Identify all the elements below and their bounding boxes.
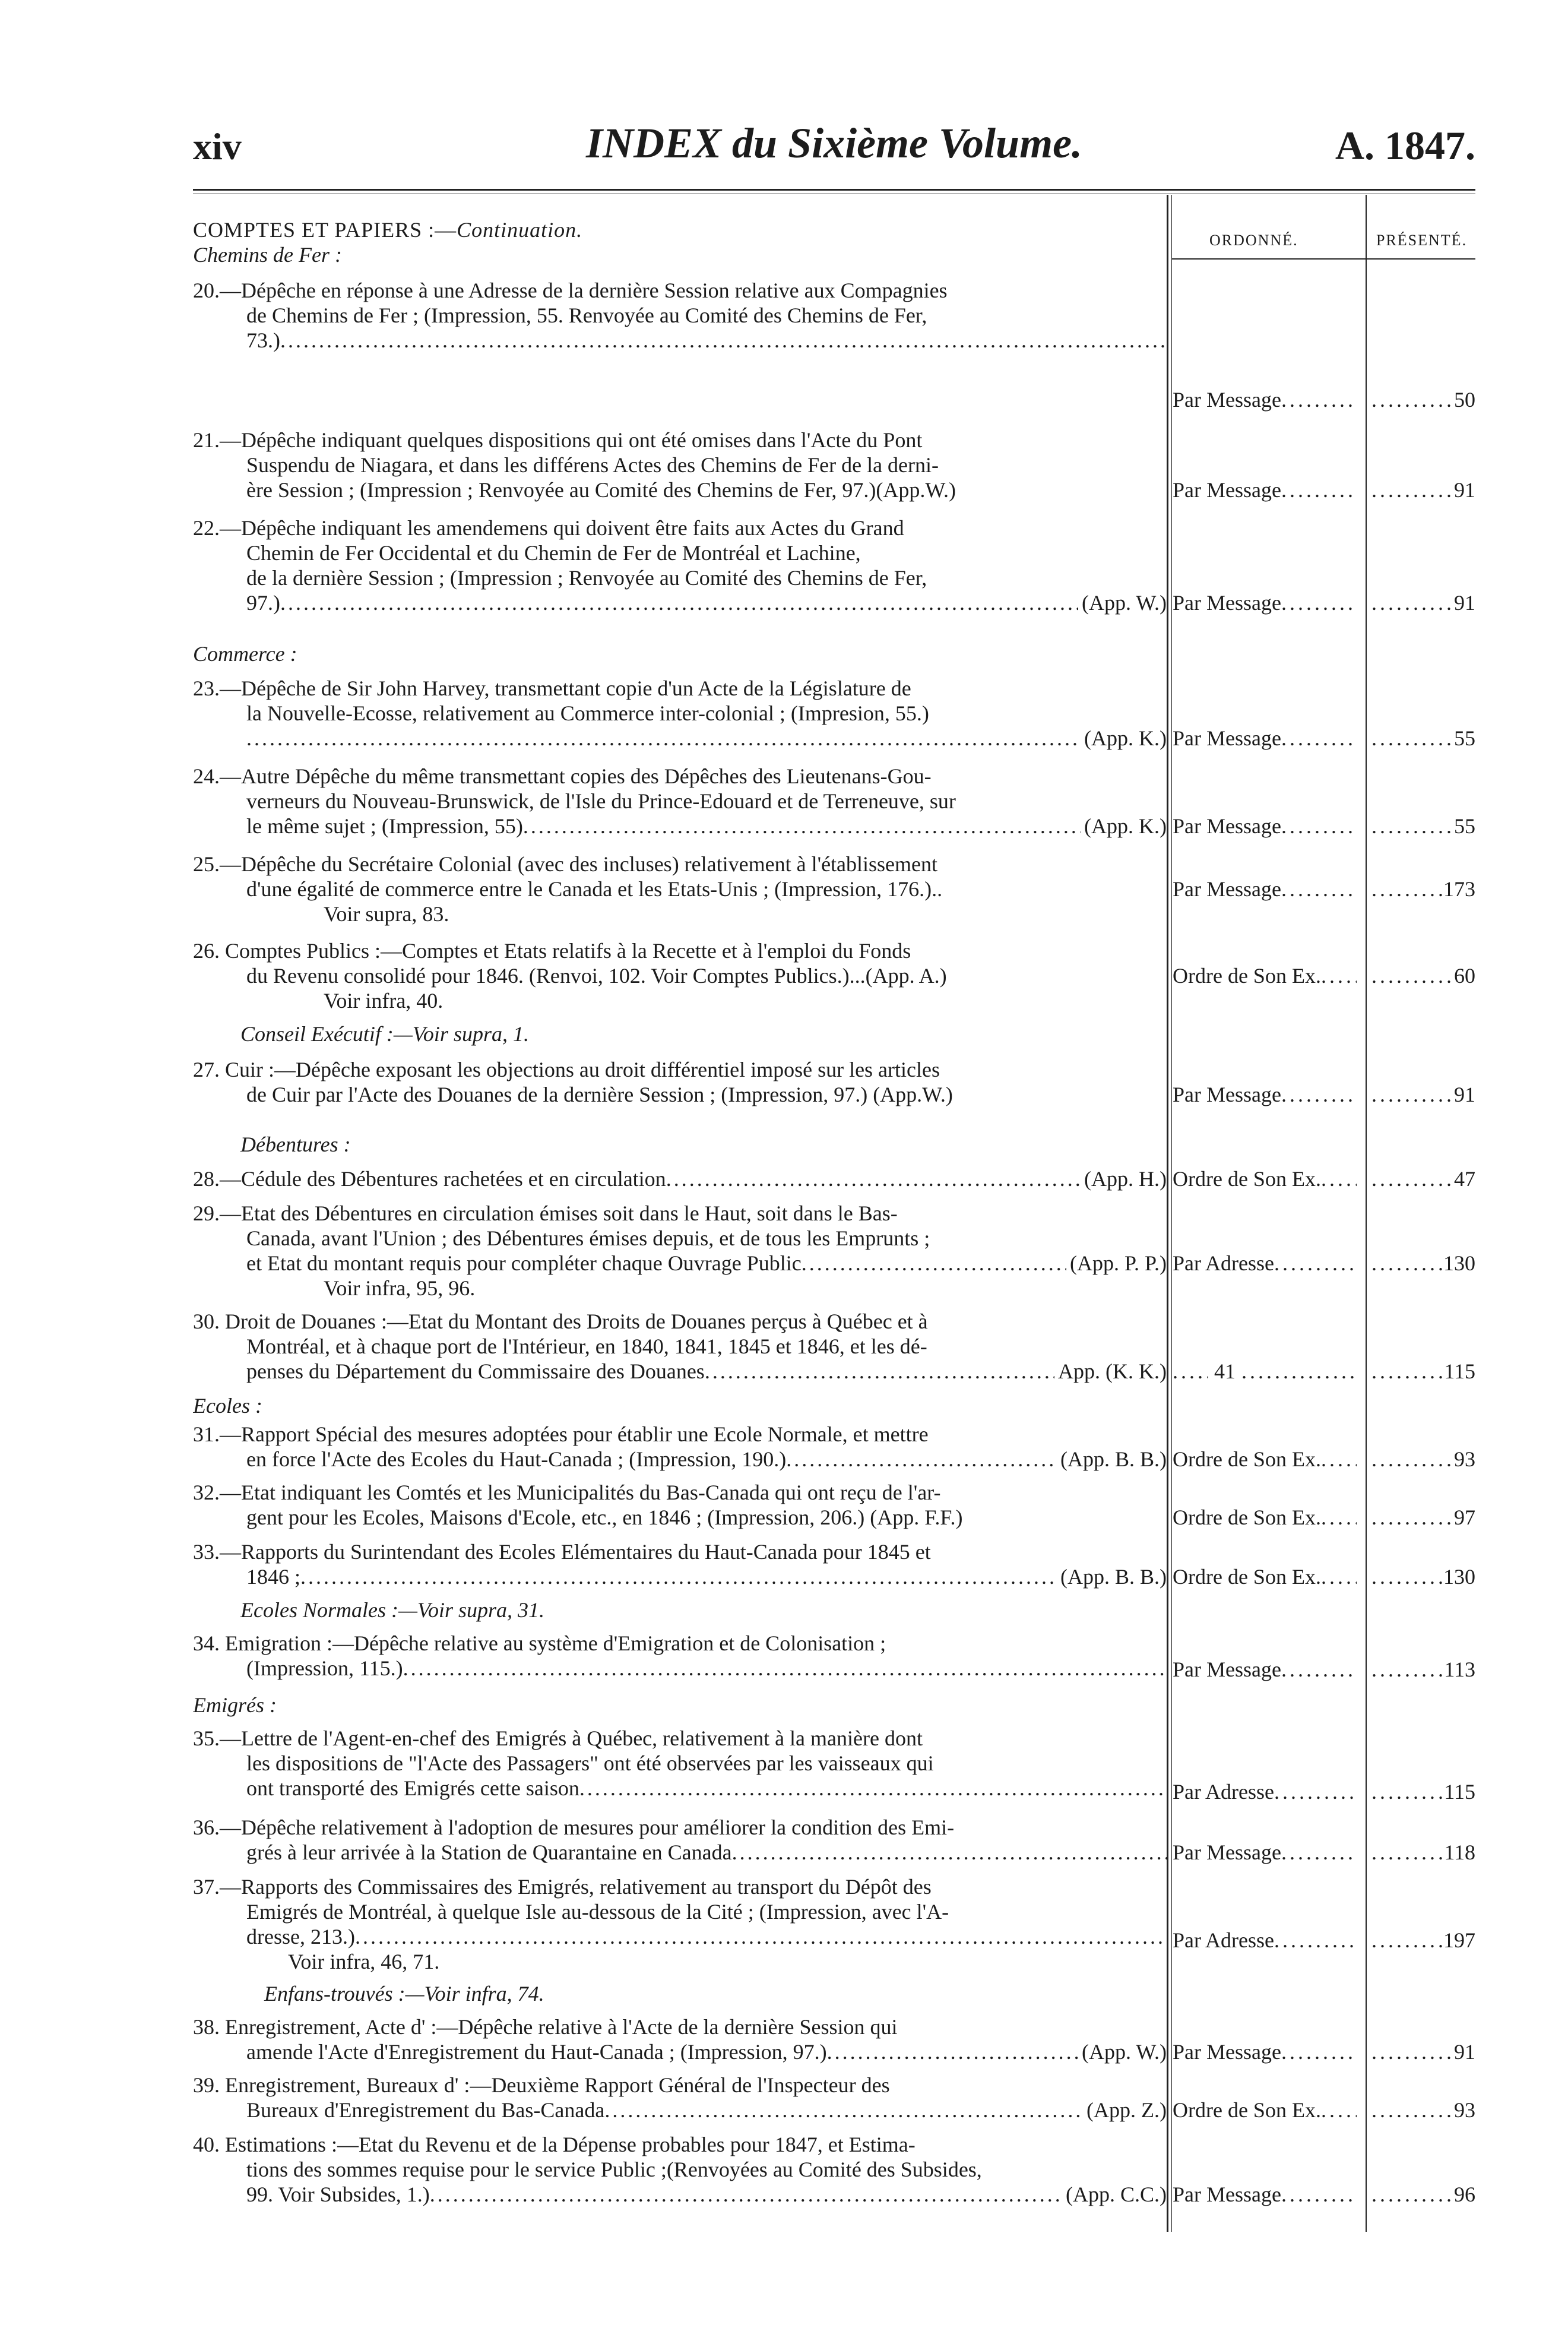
entry-line: 24.—Autre Dépêche du même transmettant copies des Dépêches des Lieutenans-Gou- <box>193 764 932 788</box>
entry-line: gent pour les Ecoles, Maisons d'Ecole, etc., en 1846 ; (Impression, 206.) (App. F.F.) <box>246 1505 963 1529</box>
presente-cell <box>1371 877 1475 902</box>
presente-value: 115 <box>1444 1780 1475 1804</box>
entry-line: penses du Département du Commissaire des Douanes <box>246 1359 705 1383</box>
presente-cell <box>1371 1447 1475 1472</box>
presente-value: 55 <box>1454 814 1475 838</box>
ordonne-cell <box>1173 1447 1357 1472</box>
entry-line: 39. Enregistrement, Bureaux d' :—Deuxième Rapport Général de l'Inspecteur des <box>193 2073 890 2097</box>
leader-dots <box>604 2098 1083 2123</box>
presente-value: 55 <box>1454 726 1475 750</box>
leader-dots <box>1274 1779 1357 1804</box>
ordonne-value: Ordre de Son Ex. <box>1173 2098 1321 2122</box>
entry-38 <box>193 2014 1167 2064</box>
presente-value: 91 <box>1454 2040 1475 2064</box>
presente-cell <box>1371 2039 1475 2064</box>
entry-line: de Cuir par l'Acte des Douanes de la dernière Session ; (Impression, 97.) (App.W.) <box>246 1083 953 1106</box>
subhead-emigres-block <box>193 1693 1167 1717</box>
leader-dots <box>1281 2182 1357 2207</box>
presente-cell <box>1371 814 1475 839</box>
leader-dots <box>1281 1657 1357 1682</box>
ordonne-value: Par Message <box>1173 2182 1281 2206</box>
leader-dots <box>1281 1840 1357 1865</box>
entry-27 <box>193 1057 1167 1107</box>
ordonne-cell <box>1173 1082 1357 1107</box>
leader-dots <box>1371 1505 1454 1530</box>
leader-dots <box>403 1656 1167 1681</box>
leader-dots <box>355 1924 1167 1949</box>
entry-line: le même sujet ; (Impression, 55) <box>246 814 523 838</box>
subhead-emigres: Emigrés : <box>193 1693 277 1717</box>
page-header <box>193 119 1475 184</box>
ordonne-cell <box>1173 877 1357 902</box>
presente-cell <box>1371 2098 1475 2123</box>
leader-dots <box>802 1251 1066 1276</box>
leader-dots <box>1371 963 1454 988</box>
presente-cell <box>1371 1928 1475 1953</box>
leader-dots <box>666 1166 1081 1191</box>
section-title: COMPTES ET PAPIERS :— <box>193 218 457 242</box>
entry-line: 97.) <box>246 591 280 615</box>
ordonne-value: Ordre de Son Ex. <box>1173 1167 1321 1191</box>
subhead-ecoles-block <box>193 1393 1167 1418</box>
entry-25 <box>193 852 1167 926</box>
presente-value: 118 <box>1444 1840 1475 1864</box>
entry-line: du Revenu consolidé pour 1846. (Renvoi, 102. Voir Comptes Publics.)...(App. A.) <box>246 964 947 988</box>
entry-line: Chemin de Fer Occidental et du Chemin de Fer de Montréal et Lachine, <box>246 541 861 565</box>
ordonne-cell <box>1173 726 1357 751</box>
leader-dots <box>1371 1928 1443 1953</box>
entry-line: 36.—Dépêche relativement à l'adoption de mesures pour améliorer la condition des Emi- <box>193 1815 955 1839</box>
ordonne-cell <box>1173 1928 1357 1953</box>
entry-line: 31.—Rapport Spécial des mesures adoptées pour établir une Ecole Normale, et mettre <box>193 1422 929 1446</box>
entry-39 <box>193 2073 1167 2123</box>
entry-20 <box>193 278 1167 353</box>
ordonne-value: Par Message <box>1173 877 1281 901</box>
leader-dots <box>1371 1779 1444 1804</box>
ordonne-value: Ordre de Son Ex. <box>1173 1447 1321 1471</box>
entry-33 <box>193 1539 1167 1589</box>
entry-line: Voir infra, 40. <box>324 989 444 1013</box>
leader-dots <box>1371 726 1454 751</box>
ordonne-cell <box>1173 1505 1357 1530</box>
entry-line: 22.—Dépêche indiquant les amendemens qui doivent être faits aux Actes du Grand <box>193 516 904 540</box>
leader-dots <box>1281 387 1357 412</box>
entry-line: 40. Estimations :—Etat du Revenu et de la Dépense probables pour 1847, et Estima- <box>193 2133 916 2156</box>
presente-cell <box>1371 1564 1475 1589</box>
presente-value: 91 <box>1454 1083 1475 1106</box>
leader-dots <box>280 590 1078 615</box>
ordonne-cell <box>1173 814 1357 839</box>
ordonne-cell <box>1173 1166 1357 1191</box>
appendix-ref: (App. Z.) <box>1086 2098 1167 2122</box>
entry-32 <box>193 1480 1167 1530</box>
entry-line: Voir infra, 95, 96. <box>324 1276 476 1300</box>
entry-line: Emigrés de Montréal, à quelque Isle au-dessous de la Cité ; (Impression, avec l'A- <box>246 1900 949 1924</box>
entry-line: 27. Cuir :—Dépêche exposant les objections au droit différentiel imposé sur les articles <box>193 1058 940 1081</box>
entry-40 <box>193 2132 1167 2207</box>
presente-cell <box>1371 1840 1475 1865</box>
section-heading <box>193 217 1167 267</box>
leader-dots <box>1371 1082 1454 1107</box>
column-header-presente: PRÉSENTÉ. <box>1376 232 1468 249</box>
entry-line: grés à leur arrivée à la Station de Quarantaine en Canada <box>246 1840 732 1864</box>
presente-cell <box>1371 1166 1475 1191</box>
presente-value: 130 <box>1443 1251 1475 1275</box>
presente-cell <box>1371 387 1475 412</box>
presente-cell <box>1371 477 1475 502</box>
presente-value: 91 <box>1454 591 1475 615</box>
leader-dots <box>1281 726 1357 751</box>
presente-cell <box>1371 1359 1475 1384</box>
ordonne-cell <box>1173 1779 1357 1804</box>
appendix-ref: (App. W.) <box>1082 2040 1167 2064</box>
subhead-conseil: Conseil Exécutif :—Voir supra, 1. <box>240 1022 529 1046</box>
ordonne-cell <box>1173 1359 1357 1384</box>
appendix-ref: (App. W.) <box>1082 591 1167 615</box>
presente-cell <box>1371 590 1475 615</box>
subhead-ecoles-normales: Ecoles Normales :—Voir supra, 31. <box>240 1598 544 1622</box>
appendix-ref: (App. K.) <box>1084 726 1167 750</box>
leader-dots <box>523 814 1081 839</box>
subhead-ecoles: Ecoles : <box>193 1394 262 1418</box>
column-header-ordonne: ORDONNÉ. <box>1209 232 1298 249</box>
leader-dots <box>705 1359 1054 1384</box>
leader-dots <box>1173 1359 1208 1384</box>
entry-line: 20.—Dépêche en réponse à une Adresse de la dernière Session relative aux Compagnies <box>193 279 948 302</box>
entry-line: Montréal, et à chaque port de l'Intérieur, en 1840, 1841, 1845 et 1846, et les dé- <box>246 1334 927 1358</box>
presente-value: 96 <box>1454 2182 1475 2206</box>
entry-line: 25.—Dépêche du Secrétaire Colonial (avec des incluses) relativement à l'établissement <box>193 852 938 876</box>
subhead-commerce-block <box>193 641 1167 666</box>
subhead-enfants: Enfans-trouvés :—Voir infra, 74. <box>264 1982 544 2006</box>
ordonne-cell <box>1173 1840 1357 1865</box>
leader-dots <box>1281 877 1357 902</box>
presente-value: 60 <box>1454 964 1475 988</box>
entry-line: d'une égalité de commerce entre le Canada et les Etats-Unis ; (Impression, 176.).. <box>246 877 943 901</box>
ordonne-value: Par Adresse <box>1173 1251 1274 1275</box>
leader-dots <box>246 726 1081 751</box>
subhead-debentures-block <box>193 1132 1167 1157</box>
entry-30 <box>193 1309 1167 1384</box>
ordonne-cell <box>1173 2182 1357 2207</box>
ordonne-cell <box>1173 1251 1357 1276</box>
leader-dots <box>1281 590 1357 615</box>
entry-36 <box>193 1815 1167 1865</box>
presente-value: 173 <box>1443 877 1475 901</box>
ordonne-value: Ordre de Son Ex. <box>1173 964 1321 988</box>
page-number: xiv <box>193 125 242 167</box>
column-divider-1 <box>1167 195 1168 2232</box>
section-continuation: Continuation. <box>457 218 583 242</box>
leader-dots <box>1371 1840 1444 1865</box>
leader-dots <box>1321 1166 1357 1191</box>
leader-dots <box>1281 477 1357 502</box>
entry-line: et Etat du montant requis pour compléter chaque Ouvrage Public <box>246 1251 802 1275</box>
leader-dots <box>1371 477 1454 502</box>
entry-line: 29.—Etat des Débentures en circulation émises soit dans le Haut, soit dans le Bas- <box>193 1201 898 1225</box>
entry-line: 35.—Lettre de l'Agent-en-chef des Emigrés à Québec, relativement à la manière dont <box>193 1726 923 1750</box>
column-head-rule <box>1171 258 1475 260</box>
leader-dots <box>1371 2039 1454 2064</box>
leader-dots <box>280 328 1167 353</box>
presente-cell <box>1371 1505 1475 1530</box>
ordonne-cell <box>1173 2039 1357 2064</box>
ordonne-value: Par Message <box>1173 2040 1281 2064</box>
entry-line: ont transporté des Emigrés cette saison <box>246 1776 579 1800</box>
entry-line: amende l'Acte d'Enregistrement du Haut-Canada ; (Impression, 97.) <box>246 2040 827 2064</box>
entry-37 <box>193 1874 1167 1974</box>
ordonne-value: Par Message <box>1173 1840 1281 1864</box>
ordonne-cell <box>1173 2098 1357 2123</box>
leader-dots <box>1371 1447 1454 1472</box>
subhead-commerce: Commerce : <box>193 642 297 666</box>
leader-dots <box>300 1564 1057 1589</box>
ordonne-value: Par Message <box>1173 814 1281 838</box>
entry-29 <box>193 1201 1167 1301</box>
appendix-ref: (App. H.) <box>1084 1167 1167 1191</box>
entry-line: en force l'Acte des Ecoles du Haut-Canada ; (Impression, 190.) <box>246 1447 787 1471</box>
leader-dots <box>1371 1251 1443 1276</box>
leader-dots <box>1321 963 1357 988</box>
leader-dots <box>579 1776 1167 1801</box>
ordonne-value: Par Message <box>1173 1083 1281 1106</box>
ordonne-value: Par Message <box>1173 388 1281 412</box>
ordonne-value: Par Adresse <box>1173 1780 1274 1804</box>
appendix-ref: (App. K.) <box>1084 814 1167 838</box>
entry-line: Suspendu de Niagara, et dans les différens Actes des Chemins de Fer de la derni- <box>246 453 939 477</box>
presente-cell <box>1371 2182 1475 2207</box>
entry-line: les dispositions de "l'Acte des Passagers" ont été observées par les vaisseaux qui <box>246 1751 934 1775</box>
entry-34 <box>193 1631 1167 1681</box>
ordonne-value: 41 <box>1214 1359 1236 1383</box>
leader-dots <box>1321 1447 1357 1472</box>
appendix-ref: (App. B. B.) <box>1060 1447 1167 1471</box>
entry-line: 34. Emigration :—Dépêche relative au système d'Emigration et de Colonisation ; <box>193 1631 886 1655</box>
presente-value: 197 <box>1443 1928 1475 1952</box>
entry-28 <box>193 1166 1167 1191</box>
leader-dots <box>1371 1657 1444 1682</box>
leader-dots <box>1371 2182 1454 2207</box>
presente-value: 93 <box>1454 2098 1475 2122</box>
entry-line: de la dernière Session ; (Impression ; Renvoyée au Comité des Chemins de Fer, <box>246 566 927 590</box>
subhead-enfants-block <box>193 1981 1167 2006</box>
entry-line: 26. Comptes Publics :—Comptes et Etats relatifs à la Recette et à l'emploi du Fonds <box>193 939 911 963</box>
presente-value: 91 <box>1454 478 1475 502</box>
entry-26 <box>193 938 1167 1013</box>
entry-line: Canada, avant l'Union ; des Débentures émises depuis, et de tous les Emprunts ; <box>246 1226 930 1250</box>
entry-line: la Nouvelle-Ecosse, relativement au Commerce inter-colonial ; (Impresion, 55.) <box>246 701 929 725</box>
leader-dots <box>1371 387 1454 412</box>
leader-dots <box>1321 2098 1357 2123</box>
presente-cell <box>1371 1082 1475 1107</box>
entry-line: de Chemins de Fer ; (Impression, 55. Renvoyée au Comité des Chemins de Fer, <box>246 303 927 327</box>
ordonne-value: Par Message <box>1173 478 1281 502</box>
entry-21 <box>193 428 1167 502</box>
leader-dots <box>1274 1251 1357 1276</box>
entry-line: 32.—Etat indiquant les Comtés et les Municipalités du Bas-Canada qui ont reçu de l'ar- <box>193 1481 941 1504</box>
ordonne-value: Par Message <box>1173 1658 1281 1681</box>
page-year: A. 1847. <box>1335 123 1475 168</box>
subhead-chemins: Chemins de Fer : <box>193 243 342 267</box>
entry-line: 73.) <box>246 328 280 352</box>
presente-value: 97 <box>1454 1505 1475 1529</box>
ordonne-value: Ordre de Son Ex. <box>1173 1565 1321 1589</box>
entry-line: 21.—Dépêche indiquant quelques dispositions qui ont été omises dans l'Acte du Pont <box>193 428 923 452</box>
entry-line: 1846 ; <box>246 1565 301 1589</box>
entry-24 <box>193 764 1167 839</box>
leader-dots <box>1241 1359 1357 1384</box>
presente-value: 47 <box>1454 1167 1475 1191</box>
entry-line: ère Session ; (Impression ; Renvoyée au Comité des Chemins de Fer, 97.)(App.W.) <box>246 478 956 502</box>
subhead-debentures: Débentures : <box>240 1133 351 1156</box>
entry-22 <box>193 515 1167 615</box>
presente-value: 115 <box>1444 1359 1475 1383</box>
index-page <box>193 119 1475 2233</box>
entry-line: (Impression, 115.) <box>246 1656 403 1680</box>
entry-line: verneurs du Nouveau-Brunswick, de l'Isle du Prince-Edouard et de Terreneuve, sur <box>246 789 956 813</box>
entry-line: dresse, 213.) <box>246 1925 355 1949</box>
entry-line: 28.—Cédule des Débentures rachetées et en circulation <box>193 1167 666 1191</box>
ordonne-cell <box>1173 1657 1357 1682</box>
presente-cell <box>1371 963 1475 988</box>
ordonne-value: Par Message <box>1173 726 1281 750</box>
entry-line: tions des sommes requise pour le service Public ;(Renvoyées au Comité des Subsides, <box>246 2158 982 2181</box>
ordonne-cell <box>1173 963 1357 988</box>
column-divider-2 <box>1366 195 1367 2232</box>
entry-line: Voir supra, 83. <box>324 902 449 926</box>
presente-cell <box>1371 1251 1475 1276</box>
column-divider-1b <box>1171 195 1172 2232</box>
leader-dots <box>1274 1928 1357 1953</box>
entry-line: 99. Voir Subsides, 1.) <box>246 2182 430 2206</box>
ordonne-cell <box>1173 1564 1357 1589</box>
entry-23 <box>193 676 1167 751</box>
entry-line: 37.—Rapports des Commissaires des Emigrés, relativement au transport du Dépôt des <box>193 1875 932 1899</box>
presente-value: 113 <box>1444 1658 1475 1681</box>
presente-value: 130 <box>1443 1565 1475 1589</box>
ordonne-value: Par Message <box>1173 591 1281 615</box>
ordonne-cell <box>1173 387 1357 412</box>
appendix-ref: (App. C.C.) <box>1066 2182 1167 2206</box>
ordonne-value: Ordre de Son Ex. <box>1173 1505 1321 1529</box>
entry-31 <box>193 1422 1167 1472</box>
entry-line: Bureaux d'Enregistrement du Bas-Canada <box>246 2098 605 2122</box>
presente-value: 50 <box>1454 388 1475 412</box>
leader-dots <box>1281 1082 1357 1107</box>
leader-dots <box>1281 2039 1357 2064</box>
leader-dots <box>1371 1564 1443 1589</box>
leader-dots <box>732 1840 1167 1865</box>
entry-35 <box>193 1726 1167 1801</box>
leader-dots <box>1371 877 1443 902</box>
leader-dots <box>827 2039 1078 2064</box>
leader-dots <box>1321 1505 1357 1530</box>
ordonne-value: Par Adresse <box>1173 1928 1274 1952</box>
presente-cell <box>1371 726 1475 751</box>
leader-dots <box>430 2182 1062 2207</box>
ordonne-cell <box>1173 477 1357 502</box>
page-title: INDEX du Sixième Volume. <box>585 119 1083 167</box>
entry-line: 38. Enregistrement, Acte d' :—Dépêche relative à l'Acte de la dernière Session qui <box>193 2015 898 2039</box>
leader-dots <box>1371 2098 1454 2123</box>
appendix-ref: App. (K. K.) <box>1058 1359 1167 1383</box>
presente-cell <box>1371 1779 1475 1804</box>
entry-line: 23.—Dépêche de Sir John Harvey, transmettant copie d'un Acte de la Législature de <box>193 676 911 700</box>
entry-line: 33.—Rapports du Surintendant des Ecoles Elémentaires du Haut-Canada pour 1845 et <box>193 1540 931 1564</box>
entry-line: 30. Droit de Douanes :—Etat du Montant des Droits de Douanes perçus à Québec et à <box>193 1310 928 1333</box>
subhead-ecoles-normales-block <box>193 1598 1167 1622</box>
ordonne-cell <box>1173 590 1357 615</box>
presente-cell <box>1371 1657 1475 1682</box>
entry-line: Voir infra, 46, 71. <box>288 1950 440 1973</box>
header-rule <box>193 189 1475 191</box>
leader-dots <box>786 1447 1057 1472</box>
leader-dots <box>1371 1166 1454 1191</box>
presente-value: 93 <box>1454 1447 1475 1471</box>
appendix-ref: (App. P. P.) <box>1069 1251 1167 1275</box>
leader-dots <box>1371 1359 1444 1384</box>
leader-dots <box>1371 590 1454 615</box>
leader-dots <box>1281 814 1357 839</box>
appendix-ref: (App. B. B.) <box>1060 1565 1167 1589</box>
leader-dots <box>1371 814 1454 839</box>
leader-dots <box>1321 1564 1357 1589</box>
subhead-conseil-block <box>193 1021 1167 1046</box>
